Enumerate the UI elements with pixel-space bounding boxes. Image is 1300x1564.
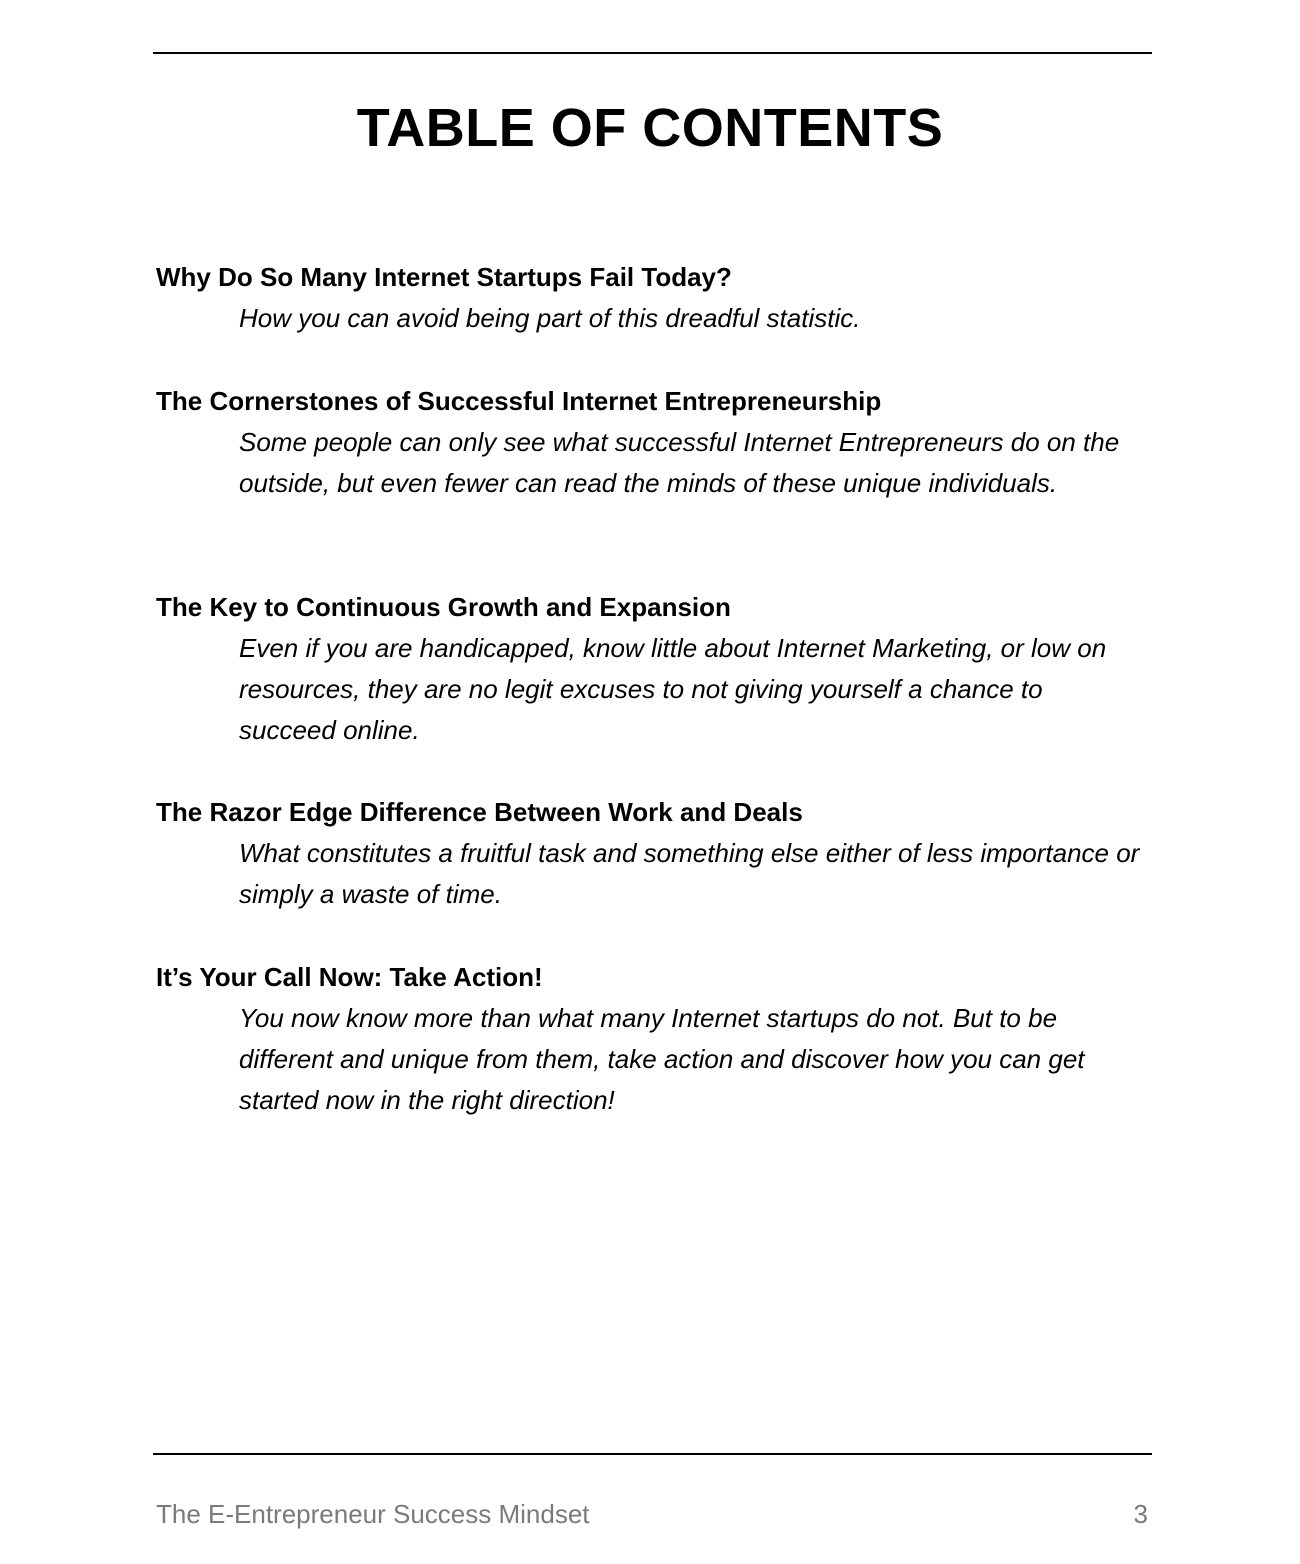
toc-entry-description: What constitutes a fruitful task and something else either of less importance or simply a waste of time. [239, 838, 1140, 909]
toc-entry-description: How you can avoid being part of this dreadful statistic. [239, 303, 861, 333]
toc-entry-heading: The Razor Edge Difference Between Work and Deals [156, 797, 803, 827]
toc-entry-heading: The Key to Continuous Growth and Expansion [156, 592, 731, 622]
toc-entry-description: Some people can only see what successful Internet Entrepreneurs do on the outside, but even fewer can read the minds of these unique individuals. [239, 427, 1120, 498]
footer-rule [153, 1453, 1152, 1455]
toc-entry-description: You now know more than what many Internet startups do not. But to be different and unique from them, take action and discover how you can get started now in the right direction! [239, 1003, 1085, 1115]
header-rule [153, 52, 1152, 54]
toc-entry [156, 257, 1156, 339]
toc-entry [156, 587, 1156, 751]
toc-entry [156, 957, 1156, 1121]
toc-entry-description: Even if you are handicapped, know little about Internet Marketing, or low on resources, they are no legit excuses to not giving yourself a chance to succeed online. [239, 633, 1107, 745]
footer-document-title: The E-Entrepreneur Success Mindset [156, 1499, 590, 1529]
toc-entry-heading: It’s Your Call Now: Take Action! [156, 962, 543, 992]
footer-page-number: 3 [1133, 1499, 1148, 1529]
toc-entry [156, 792, 1156, 915]
toc-entry [156, 381, 1156, 504]
page-title: TABLE OF CONTENTS [356, 98, 944, 158]
toc-entry-heading: The Cornerstones of Successful Internet Entrepreneurship [156, 386, 882, 416]
toc-entry-heading: Why Do So Many Internet Startups Fail Today? [156, 262, 732, 292]
